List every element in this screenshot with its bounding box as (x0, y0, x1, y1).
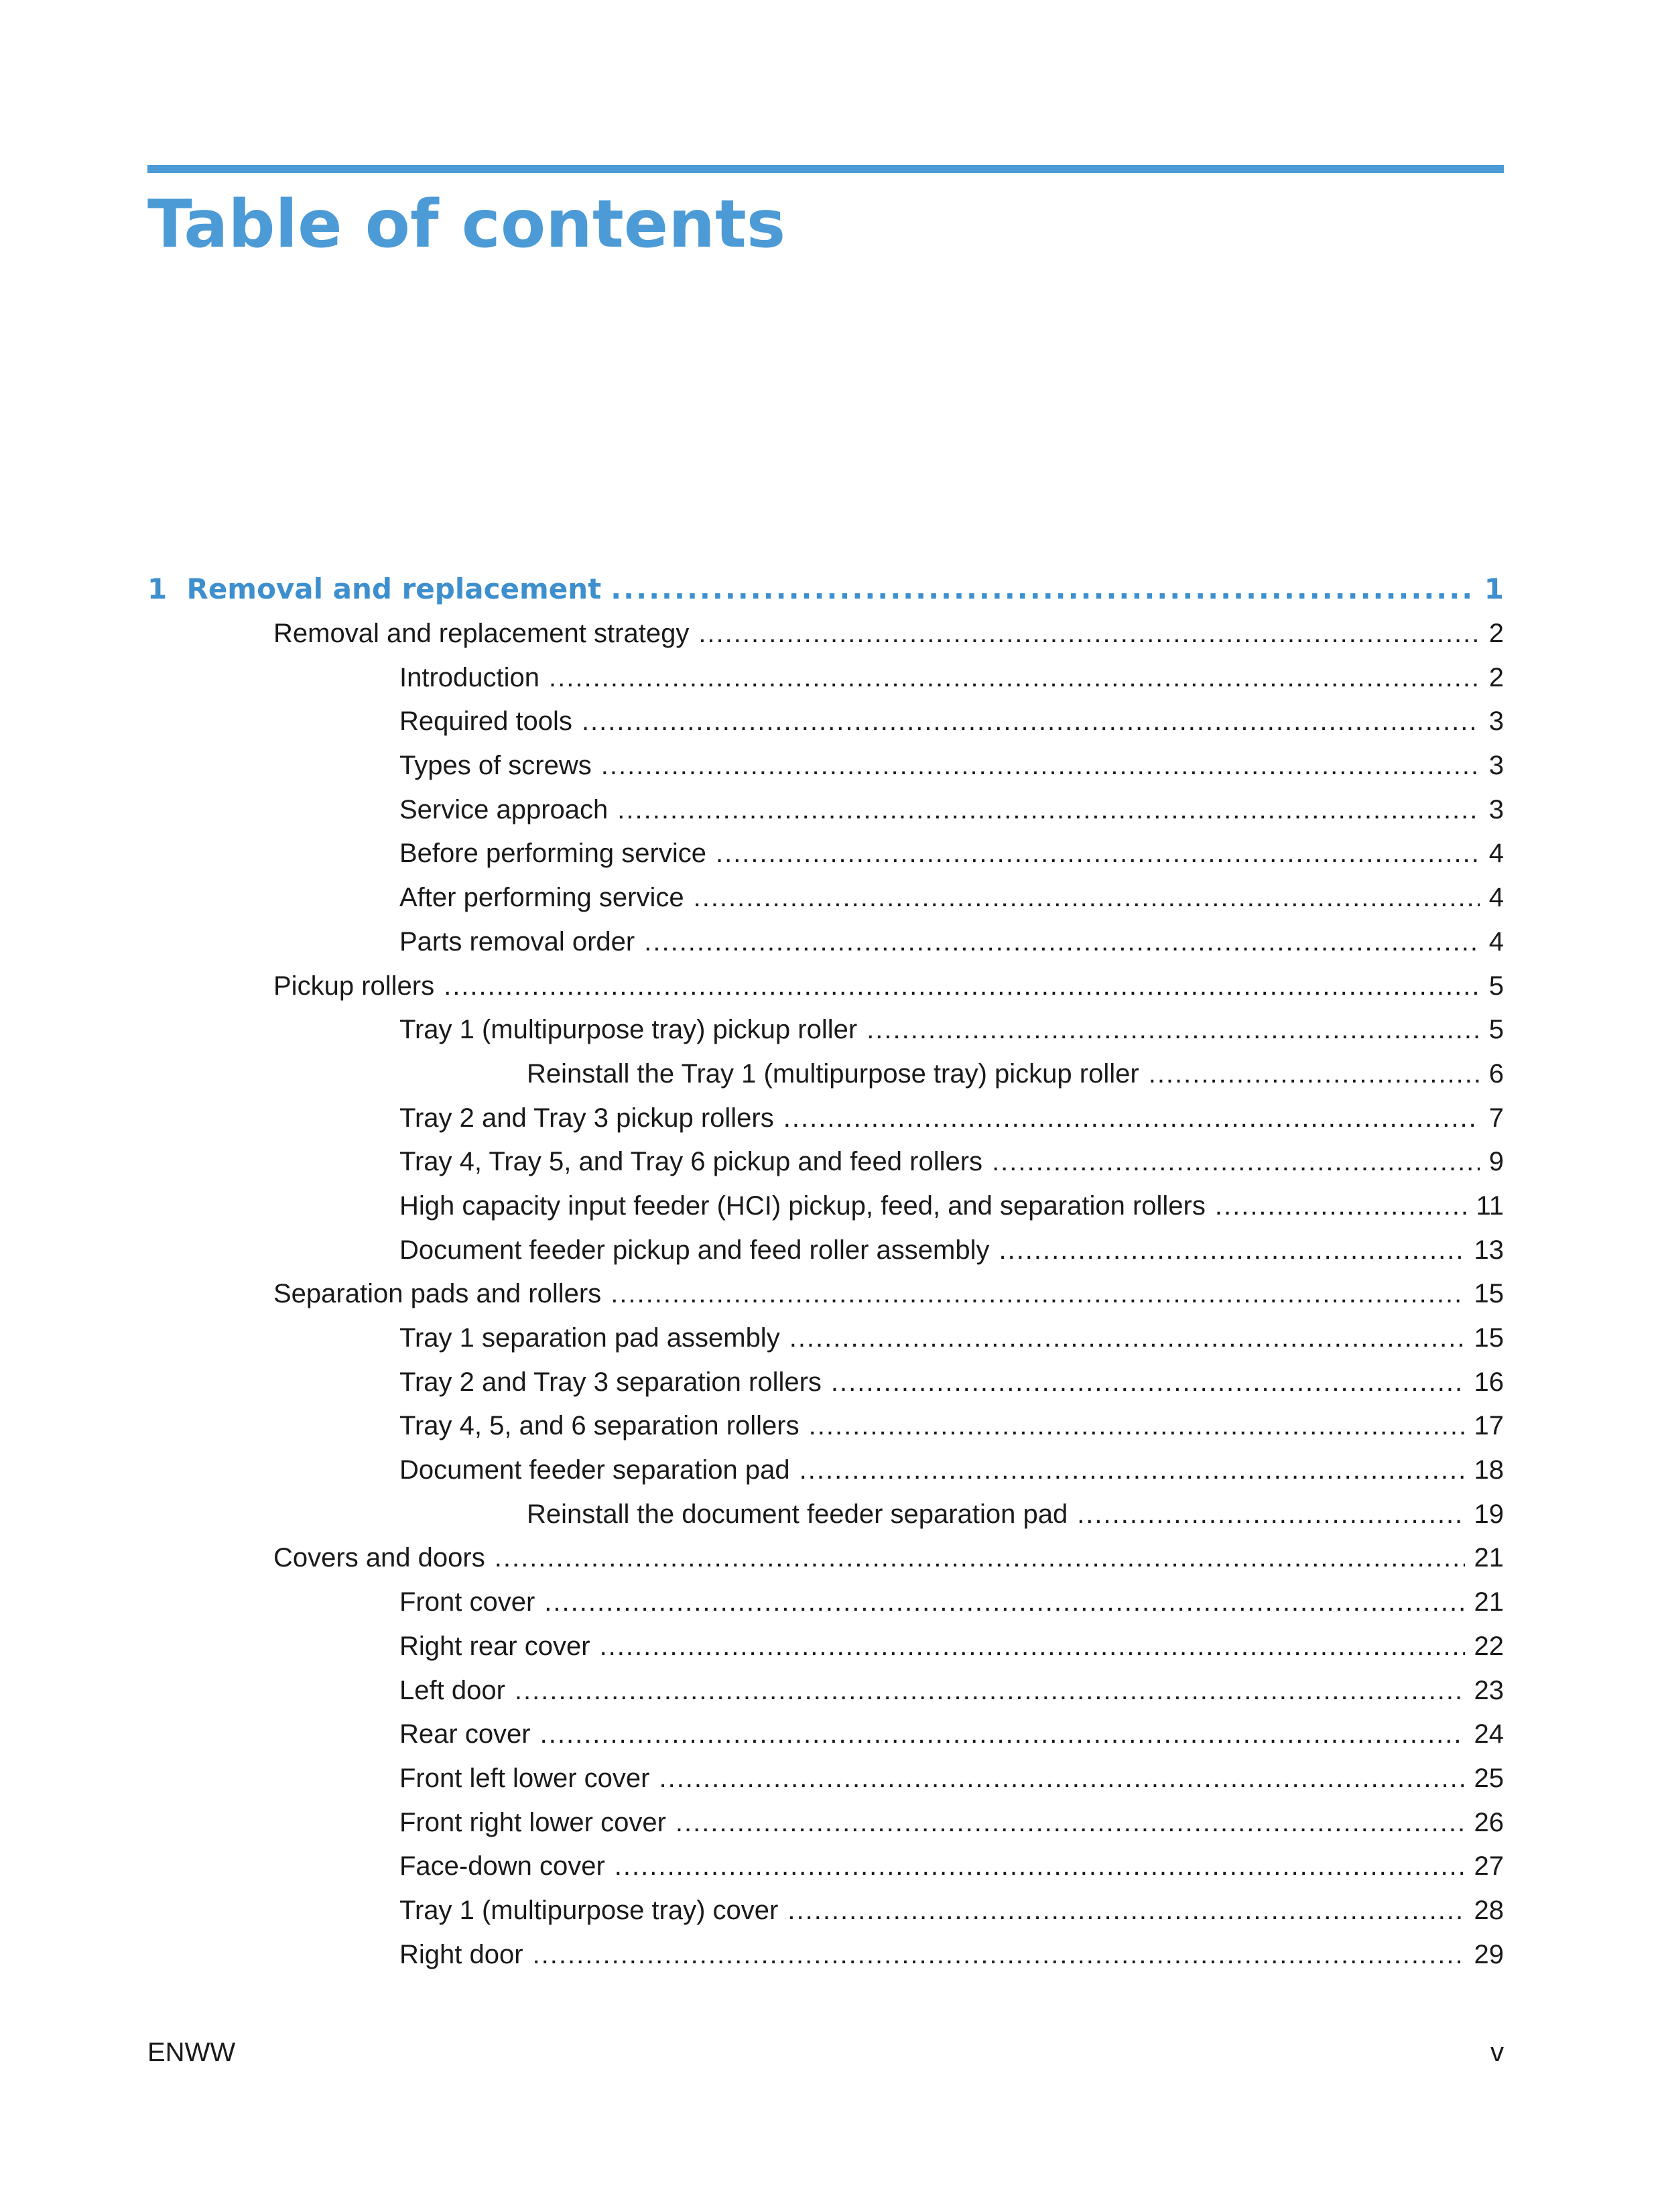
toc-entry-label: Front right lower cover (399, 1807, 666, 1837)
toc-entry[interactable] (147, 744, 1504, 788)
toc-entry-page-number: 19 (1474, 1499, 1504, 1529)
toc-entry[interactable] (147, 1581, 1504, 1625)
toc-entry[interactable] (147, 1140, 1504, 1184)
dot-leader (783, 1097, 1480, 1141)
dot-leader (644, 920, 1480, 965)
dot-leader (659, 1757, 1464, 1801)
dot-leader (800, 1449, 1465, 1493)
toc-entry[interactable] (147, 1229, 1504, 1273)
toc-entry-label: Front cover (399, 1587, 535, 1617)
dot-leader (600, 1625, 1465, 1669)
dot-leader (611, 1272, 1464, 1316)
toc-entry-label: High capacity input feeder (HCI) pickup, feed, and separation rollers (399, 1190, 1206, 1221)
toc-entry-label: Tray 2 and Tray 3 separation rollers (399, 1367, 822, 1397)
toc-entry-label: Face-down cover (399, 1851, 605, 1882)
dot-leader (582, 700, 1480, 744)
toc-entry-label: Pickup rollers (273, 971, 435, 1001)
toc-entry-label: Right door (399, 1939, 523, 1969)
dot-leader (544, 1581, 1464, 1625)
toc-entry-label: Rear cover (399, 1719, 531, 1749)
dot-leader (615, 1845, 1465, 1889)
toc-entry[interactable] (147, 1184, 1504, 1229)
chapter-page-number: 1 (1484, 572, 1504, 605)
toc-entry-page-number: 4 (1488, 839, 1504, 869)
dot-leader (444, 965, 1480, 1009)
toc-entry-label: Front left lower cover (399, 1763, 650, 1793)
toc-entry-page-number: 3 (1488, 706, 1504, 737)
toc-entry[interactable] (147, 1097, 1504, 1141)
chapter-label: Removal and replacement (186, 572, 602, 605)
toc-entry-label: Right rear cover (399, 1631, 590, 1661)
footer-left: ENWW (147, 2038, 236, 2067)
toc-entry-page-number: 18 (1474, 1455, 1504, 1485)
toc-entry-page-number: 13 (1474, 1235, 1504, 1265)
dot-leader (694, 876, 1480, 920)
toc-entry-label: Reinstall the document feeder separation pad (527, 1499, 1068, 1529)
toc-entry-page-number: 15 (1474, 1323, 1504, 1353)
dot-leader (716, 832, 1480, 876)
toc-entry-page-number: 5 (1488, 971, 1504, 1001)
dot-leader (533, 1933, 1465, 1977)
dot-leader (1077, 1493, 1464, 1537)
dot-leader (515, 1669, 1465, 1713)
toc-entry[interactable] (147, 920, 1504, 965)
toc-entry[interactable] (147, 1272, 1504, 1316)
toc-entry-page-number: 25 (1474, 1763, 1504, 1793)
toc-entry-page-number: 21 (1474, 1587, 1504, 1617)
dot-leader (601, 744, 1480, 788)
toc-entry-page-number: 2 (1488, 662, 1504, 692)
toc-entry-page-number: 15 (1474, 1279, 1504, 1309)
toc-entry[interactable] (147, 700, 1504, 744)
toc-entry-page-number: 23 (1474, 1675, 1504, 1705)
toc-entry-page-number: 7 (1488, 1103, 1504, 1133)
toc-entry-label: Tray 1 separation pad assembly (399, 1323, 780, 1353)
toc-entry[interactable] (147, 1316, 1504, 1361)
dot-leader (787, 1889, 1464, 1933)
toc-entry-label: After performing service (399, 883, 684, 913)
dot-leader (676, 1801, 1465, 1845)
toc-entry-page-number: 16 (1474, 1367, 1504, 1397)
toc-entry-label: Service approach (399, 794, 609, 824)
toc-entry[interactable] (147, 1404, 1504, 1449)
toc-entry-label: Before performing service (399, 839, 706, 869)
dot-leader (698, 612, 1479, 656)
toc-entry[interactable] (147, 1801, 1504, 1845)
dot-leader (540, 1713, 1465, 1757)
page-title: Table of contents (147, 186, 786, 263)
toc-entry-label: Separation pads and rollers (273, 1279, 602, 1309)
dot-leader (867, 1008, 1480, 1052)
toc-entry-label: Tray 4, 5, and 6 separation rollers (399, 1411, 800, 1441)
toc-entry-page-number: 27 (1474, 1851, 1504, 1882)
toc-entry-page-number: 29 (1474, 1939, 1504, 1969)
toc-chapter-entry[interactable] (147, 566, 1504, 612)
toc-entry-label: Tray 1 (multipurpose tray) cover (399, 1895, 779, 1925)
toc-entry-label: Parts removal order (399, 926, 635, 957)
toc-entry[interactable] (147, 612, 1504, 656)
toc-entry[interactable] (147, 788, 1504, 833)
toc-entry[interactable] (147, 1933, 1504, 1977)
dot-leader (617, 788, 1479, 833)
dot-leader (495, 1536, 1465, 1581)
toc-entry-page-number: 28 (1474, 1895, 1504, 1925)
toc-list (147, 566, 1504, 1977)
toc-entry-page-number: 3 (1488, 794, 1504, 824)
toc-entry-page-number: 21 (1474, 1543, 1504, 1573)
toc-entry-label: Tray 2 and Tray 3 pickup rollers (399, 1103, 774, 1133)
toc-entry-page-number: 2 (1488, 619, 1504, 648)
dot-leader (831, 1361, 1465, 1405)
toc-entry-label: Covers and doors (273, 1543, 485, 1573)
toc-entry[interactable] (147, 876, 1504, 920)
chapter-heading (147, 566, 601, 612)
toc-entry[interactable] (147, 1757, 1504, 1801)
dot-leader (549, 656, 1480, 700)
toc-entry-label: Document feeder pickup and feed roller assembly (399, 1235, 990, 1265)
toc-entry-label: Required tools (399, 706, 572, 737)
toc-entry[interactable] (147, 1052, 1504, 1097)
dot-leader (999, 1229, 1464, 1273)
footer-page-number: v (1490, 2038, 1504, 2067)
toc-entry[interactable] (147, 1008, 1504, 1052)
toc-entry-page-number: 26 (1474, 1807, 1504, 1837)
toc-entry-page-number: 4 (1488, 883, 1504, 913)
dot-leader (611, 566, 1475, 612)
toc-entry-page-number: 24 (1474, 1719, 1504, 1749)
toc-entry-page-number: 9 (1488, 1147, 1504, 1177)
toc-entry-label: Types of screws (399, 751, 592, 781)
toc-entry[interactable] (147, 1625, 1504, 1669)
toc-entry-page-number: 22 (1474, 1631, 1504, 1661)
toc-entry-label: Left door (399, 1675, 505, 1705)
toc-entry[interactable] (147, 1889, 1504, 1933)
toc-entry[interactable] (147, 1449, 1504, 1493)
toc-entry-label: Reinstall the Tray 1 (multipurpose tray) pickup roller (527, 1058, 1139, 1089)
toc-entry-page-number: 11 (1476, 1190, 1504, 1221)
toc-entry[interactable] (147, 1669, 1504, 1713)
dot-leader (789, 1316, 1465, 1361)
toc-entry-page-number: 5 (1488, 1015, 1504, 1045)
toc-entry[interactable] (147, 1536, 1504, 1581)
dot-leader (809, 1404, 1465, 1449)
dot-leader (992, 1140, 1480, 1184)
toc-entry-label: Tray 1 (multipurpose tray) pickup roller (399, 1015, 858, 1045)
dot-leader (1215, 1184, 1467, 1229)
toc-entries (147, 612, 1504, 1977)
toc-entry-page-number: 4 (1488, 926, 1504, 957)
toc-entry[interactable] (147, 1361, 1504, 1405)
toc-entry-label: Document feeder separation pad (399, 1455, 790, 1485)
toc-entry[interactable] (147, 656, 1504, 700)
toc-entry-page-number: 17 (1474, 1411, 1504, 1441)
toc-entry[interactable] (147, 1493, 1504, 1537)
toc-entry[interactable] (147, 832, 1504, 876)
chapter-number: 1 (147, 572, 168, 605)
toc-entry-label: Tray 4, Tray 5, and Tray 6 pickup and feed rollers (399, 1147, 983, 1177)
toc-entry-label: Introduction (399, 662, 540, 692)
toc-entry[interactable] (147, 1845, 1504, 1889)
toc-entry-page-number: 3 (1488, 751, 1504, 781)
toc-entry[interactable] (147, 1713, 1504, 1757)
dot-leader (1149, 1052, 1480, 1097)
toc-entry-label: Removal and replacement strategy (273, 619, 690, 648)
toc-entry-page-number: 6 (1488, 1058, 1504, 1089)
title-rule (147, 165, 1504, 173)
toc-entry[interactable] (147, 965, 1504, 1009)
